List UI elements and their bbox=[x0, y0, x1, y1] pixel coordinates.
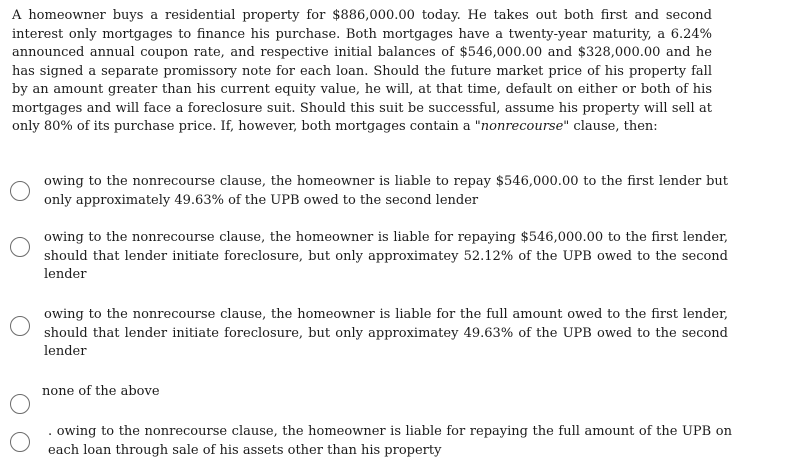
answer-option-3-label: owing to the nonrecourse clause, the homeowner is liable for the full amount owed to the first lender, should that lender initiate foreclosure, but only approximatey 49.63% of the UPB owed to the second lender bbox=[44, 307, 728, 359]
radio-button-icon[interactable] bbox=[10, 432, 30, 452]
radio-button-icon[interactable] bbox=[10, 394, 30, 414]
answer-option-1-label: owing to the nonrecourse clause, the homeowner is liable to repay $546,000.00 to the first lender but only approximately 49.63% of the UPB owed to the second lender bbox=[44, 174, 728, 208]
answer-option-2[interactable] bbox=[10, 229, 730, 287]
nonrecourse-term: "nonrecourse" bbox=[474, 119, 570, 134]
question-ending: clause, then: bbox=[569, 119, 658, 134]
question-text bbox=[12, 7, 712, 137]
answer-option-3[interactable] bbox=[10, 306, 730, 364]
question-body: A homeowner buys a residential property for $886,000.00 today. He takes out both first and second interest only mortgages to finance his purchase. Both mortgages have a twenty-year maturity, a 6.24% announced annual coupon rate, and respective initial balances of $546,000.00 and $328,000.00 and he has signed a separate promissory note for each loan. Should the future market price of his property fall by an amount greater than his current equity value, he will, at that time, default on either or both of his mortgages and will face a foreclosure suit. Should this suit be successful, assume his property will sell at only 80% of its purchase price. If, however, both mortgages contain a bbox=[12, 8, 712, 134]
answer-option-5-label: . owing to the nonrecourse clause, the homeowner is liable for repaying the full amount of the UPB on each loan through sale of his assets other than his property bbox=[48, 424, 732, 458]
radio-button-icon[interactable] bbox=[10, 316, 30, 336]
answer-option-2-label: owing to the nonrecourse clause, the homeowner is liable for repaying $546,000.00 to the first lender, should that lender initiate foreclosure, but only approximatey 52.12% of the UPB owed to the second lender bbox=[44, 230, 728, 282]
radio-button-icon[interactable] bbox=[10, 237, 30, 257]
answer-option-4[interactable] bbox=[10, 383, 730, 413]
radio-button-icon[interactable] bbox=[10, 181, 30, 201]
answer-option-5[interactable] bbox=[10, 423, 730, 463]
answer-option-4-label: none of the above bbox=[42, 384, 160, 399]
answer-option-1[interactable] bbox=[10, 173, 730, 213]
